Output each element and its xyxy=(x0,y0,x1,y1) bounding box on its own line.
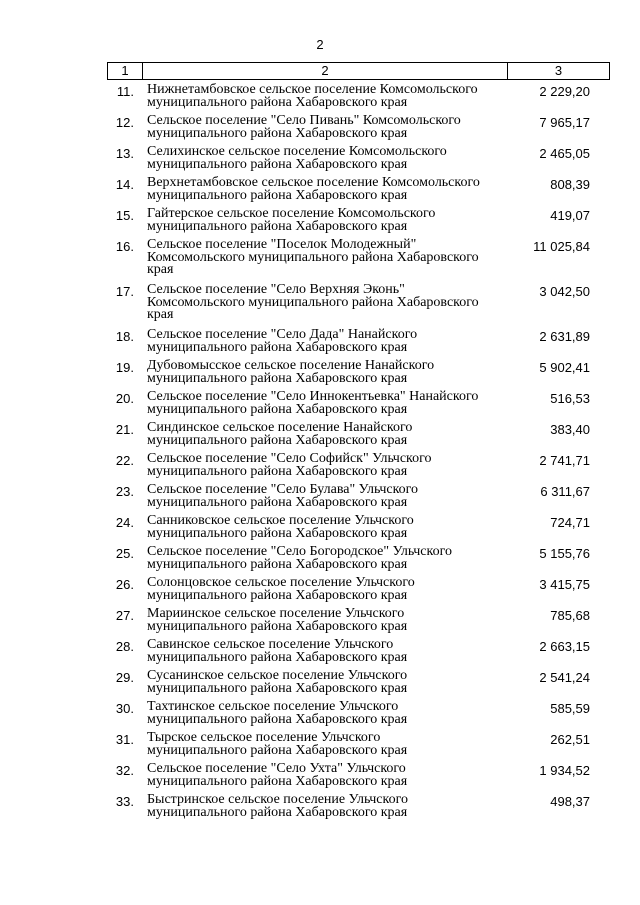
settlement-name-line: муниципального района Хабаровского края xyxy=(147,432,408,448)
settlement-name-line: Гайтерское сельское поселение Комсомольского xyxy=(147,206,436,221)
settlement-name-line: муниципального района Хабаровского края xyxy=(147,370,408,386)
settlement-name xyxy=(147,608,499,633)
settlement-name-line: Сельское поселение "Село Пивань" Комсомольского xyxy=(147,113,461,128)
settlement-name xyxy=(147,484,499,509)
row-number: 13. xyxy=(115,146,134,161)
row-number: 18. xyxy=(115,329,134,344)
amount-value: 2 663,15 xyxy=(539,639,590,654)
settlement-name xyxy=(147,422,499,447)
row-number: 11. xyxy=(116,84,134,99)
settlement-name-line: муниципального района Хабаровского края xyxy=(147,556,408,572)
amount-value: 7 965,17 xyxy=(539,115,590,130)
settlement-name-line: муниципального района Хабаровского края xyxy=(147,156,408,172)
settlement-name xyxy=(147,732,499,757)
amount-value: 498,37 xyxy=(550,794,590,809)
settlement-name-line: муниципального района Хабаровского края xyxy=(147,463,408,479)
settlement-name-line: Сельское поселение "Село Верхняя Эконь" xyxy=(147,282,405,297)
settlement-name xyxy=(147,577,499,602)
table-row xyxy=(107,391,610,416)
table-row xyxy=(107,515,610,540)
settlement-name-line: Сельское поселение "Село Ухта" Ульчского xyxy=(147,761,406,776)
settlement-name-line: Синдинское сельское поселение Нанайского xyxy=(147,420,413,435)
header-col-3: 3 xyxy=(554,63,563,78)
row-number: 14. xyxy=(115,177,134,192)
settlement-name-line: муниципального района Хабаровского края xyxy=(147,339,408,355)
settlement-name xyxy=(147,360,499,385)
amount-value: 5 902,41 xyxy=(539,360,590,375)
settlement-name-line: Быстринское сельское поселение Ульчского xyxy=(147,792,408,807)
table-row xyxy=(107,484,610,509)
amount-value: 785,68 xyxy=(550,608,590,623)
row-number: 31. xyxy=(115,732,134,747)
amount-value: 262,51 xyxy=(550,732,590,747)
row-number: 29. xyxy=(115,670,134,685)
row-number: 19. xyxy=(115,360,134,375)
table-row xyxy=(107,577,610,602)
settlement-name-line: муниципального района Хабаровского края xyxy=(147,680,408,696)
table-row xyxy=(107,239,610,277)
table-row xyxy=(107,763,610,788)
settlement-name-line: Сельское поселение "Село Иннокентьевка" Нанайского xyxy=(147,389,479,404)
table-row xyxy=(107,639,610,664)
settlement-name xyxy=(147,515,499,540)
settlement-name-line: Сельское поселение "Село Булава" Ульчского xyxy=(147,482,419,497)
table-header xyxy=(107,62,610,80)
table-row xyxy=(107,115,610,140)
row-number: 21. xyxy=(115,422,134,437)
settlement-name xyxy=(147,701,499,726)
settlement-name-line: муниципального района Хабаровского края xyxy=(147,218,408,234)
settlement-name-line: Сельское поселение "Село Софийск" Ульчского xyxy=(147,451,432,466)
settlement-name-line: Нижнетамбовское сельское поселение Комсомольского xyxy=(147,82,478,97)
table-row xyxy=(107,208,610,233)
amount-value: 2 465,05 xyxy=(539,146,590,161)
row-number: 33. xyxy=(115,794,134,809)
settlement-name-line: Мариинское сельское поселение Ульчского xyxy=(147,606,405,621)
table-row xyxy=(107,84,610,109)
header-col-2: 2 xyxy=(143,63,508,79)
settlement-name-line: края xyxy=(147,262,174,277)
settlement-name xyxy=(147,329,499,354)
table-row xyxy=(107,670,610,695)
settlement-name-line: Тахтинское сельское поселение Ульчского xyxy=(147,699,399,714)
row-number: 30. xyxy=(115,701,134,716)
amount-value: 5 155,76 xyxy=(539,546,590,561)
table-row xyxy=(107,422,610,447)
settlement-name-line: Савинское сельское поселение Ульчского xyxy=(147,637,394,652)
amount-value: 2 541,24 xyxy=(539,670,590,685)
row-number: 27. xyxy=(115,608,134,623)
amount-value: 3 415,75 xyxy=(539,577,590,592)
table-row xyxy=(107,284,610,322)
settlement-name-line: Сельское поселение "Село Богородское" Ульчского xyxy=(147,544,452,559)
row-number: 26. xyxy=(115,577,134,592)
settlement-name-line: Верхнетамбовское сельское поселение Комсомольского xyxy=(147,175,480,190)
amount-value: 3 042,50 xyxy=(539,284,590,299)
settlement-name-line: муниципального района Хабаровского края xyxy=(147,742,408,758)
header-col-1: 1 xyxy=(108,63,143,79)
table-row xyxy=(107,177,610,202)
amount-value: 724,71 xyxy=(550,515,590,530)
amount-value: 383,40 xyxy=(550,422,590,437)
settlement-name-line: муниципального района Хабаровского края xyxy=(147,773,408,789)
settlement-name-line: муниципального района Хабаровского края xyxy=(147,94,408,110)
settlement-name-line: муниципального района Хабаровского края xyxy=(147,711,408,727)
settlement-name-line: Сусанинское сельское поселение Ульчского xyxy=(147,668,408,683)
settlement-name-line: муниципального района Хабаровского края xyxy=(147,401,408,417)
table-row xyxy=(107,794,610,819)
settlement-name-line: Сельское поселение "Село Дада" Нанайского xyxy=(147,327,418,342)
amount-value: 808,39 xyxy=(550,177,590,192)
row-number: 20. xyxy=(115,391,134,406)
settlement-name xyxy=(147,391,499,416)
row-number: 17. xyxy=(115,284,134,299)
settlement-name xyxy=(147,453,499,478)
settlement-name-line: Тырское сельское поселение Ульчского xyxy=(147,730,381,745)
row-number: 15. xyxy=(115,208,134,223)
amount-value: 11 025,84 xyxy=(533,239,590,254)
row-number: 16. xyxy=(115,239,134,254)
amount-value: 1 934,52 xyxy=(539,763,590,778)
settlement-name-line: Комсомольского муниципального района Хабаровского xyxy=(147,294,479,310)
page-number: 2 xyxy=(316,37,324,52)
settlement-name xyxy=(147,208,499,233)
settlement-name xyxy=(147,794,499,819)
settlement-name-line: муниципального района Хабаровского края xyxy=(147,804,408,820)
settlement-name xyxy=(147,670,499,695)
settlement-name-line: края xyxy=(147,307,174,322)
settlement-name-line: Селихинское сельское поселение Комсомольского xyxy=(147,144,447,159)
amount-value: 516,53 xyxy=(550,391,590,406)
amount-value: 585,59 xyxy=(550,701,590,716)
table-row xyxy=(107,453,610,478)
row-number: 22. xyxy=(115,453,134,468)
settlement-name xyxy=(147,84,499,109)
settlement-name xyxy=(147,146,499,171)
settlement-name-line: муниципального района Хабаровского края xyxy=(147,587,408,603)
settlement-name-line: Солонцовское сельское поселение Ульчского xyxy=(147,575,415,590)
row-number: 12. xyxy=(115,115,134,130)
table-row xyxy=(107,701,610,726)
table-row xyxy=(107,146,610,171)
settlement-name xyxy=(147,763,499,788)
settlement-name-line: муниципального района Хабаровского края xyxy=(147,494,408,510)
row-number: 25. xyxy=(115,546,134,561)
amount-value: 2 631,89 xyxy=(539,329,590,344)
settlement-name xyxy=(147,546,499,571)
settlement-name-line: муниципального района Хабаровского края xyxy=(147,525,408,541)
settlement-name-line: муниципального района Хабаровского края xyxy=(147,649,408,665)
settlement-name xyxy=(147,284,499,322)
row-number: 23. xyxy=(115,484,134,499)
amount-value: 2 741,71 xyxy=(539,453,590,468)
settlement-name-line: Сельское поселение "Поселок Молодежный" xyxy=(147,237,417,252)
settlement-name-line: муниципального района Хабаровского края xyxy=(147,125,408,141)
settlement-name-line: Комсомольского муниципального района Хабаровского xyxy=(147,249,479,265)
amount-value: 2 229,20 xyxy=(539,84,590,99)
settlement-name-line: Дубовомысское сельское поселение Нанайского xyxy=(147,358,435,373)
settlement-name xyxy=(147,239,499,277)
settlement-name xyxy=(147,177,499,202)
settlement-name-line: муниципального района Хабаровского края xyxy=(147,618,408,634)
settlement-name-line: муниципального района Хабаровского края xyxy=(147,187,408,203)
settlement-name-line: Санниковское сельское поселение Ульчского xyxy=(147,513,414,528)
row-number: 32. xyxy=(115,763,134,778)
table-row xyxy=(107,732,610,757)
settlement-name xyxy=(147,639,499,664)
amount-value: 419,07 xyxy=(550,208,590,223)
table-row xyxy=(107,329,610,354)
row-number: 28. xyxy=(115,639,134,654)
row-number: 24. xyxy=(115,515,134,530)
table-row xyxy=(107,546,610,571)
table-row xyxy=(107,608,610,633)
table-row xyxy=(107,360,610,385)
amount-value: 6 311,67 xyxy=(540,484,590,499)
settlement-name xyxy=(147,115,499,140)
